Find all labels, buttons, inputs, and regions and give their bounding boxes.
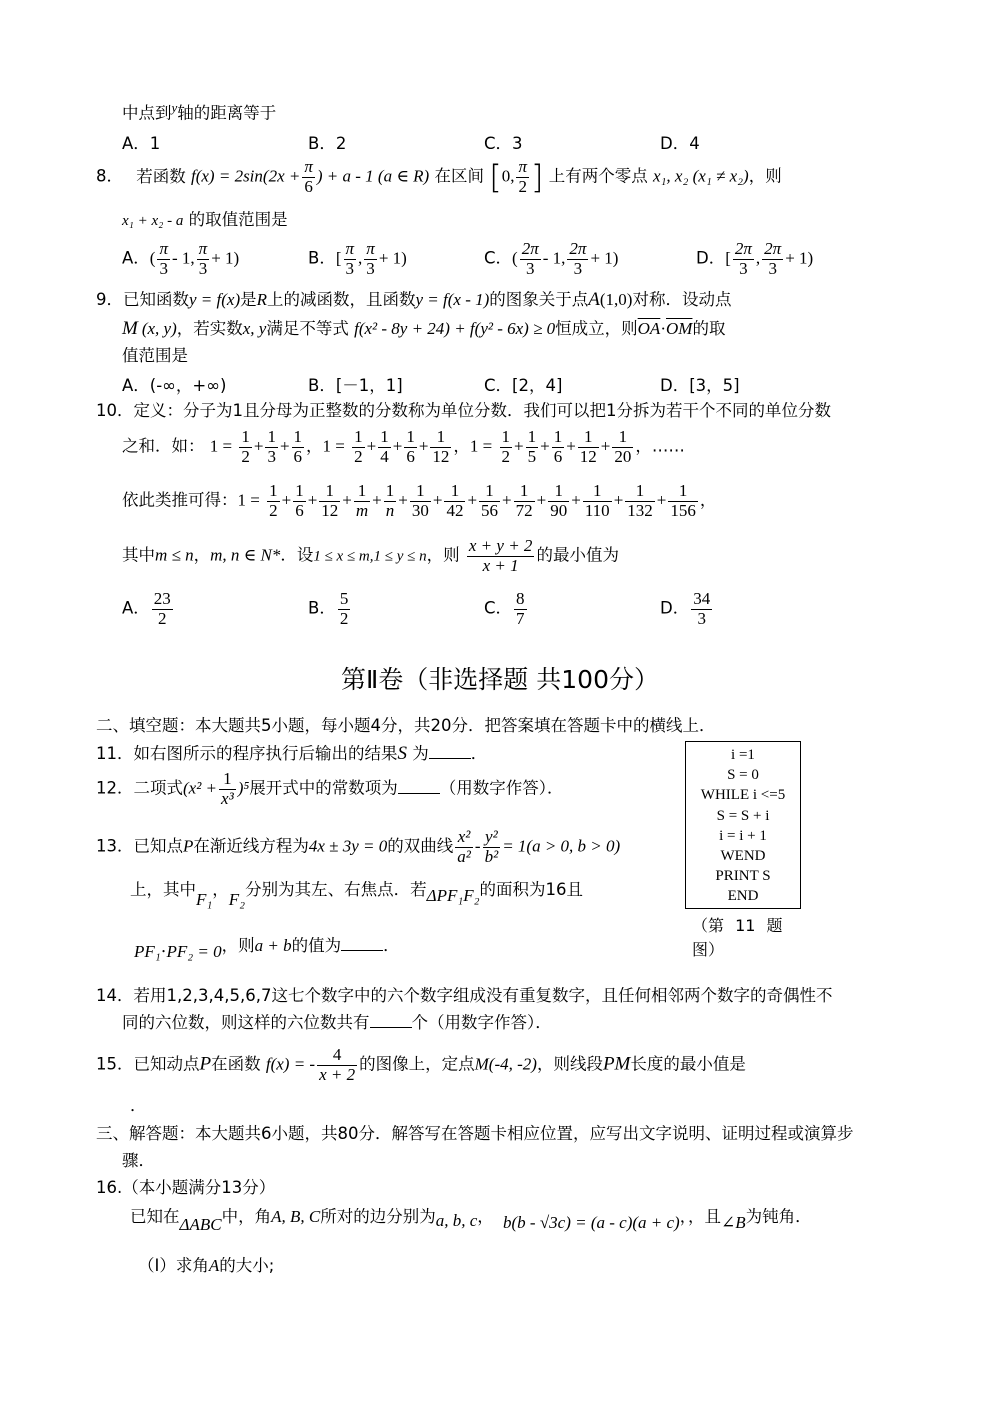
q11-answer-blank[interactable] [429,744,471,759]
section-2-title: 第Ⅱ卷（非选择题 共100分） [341,665,659,694]
part-2-instructions: 二、填空题：本大题共5小题，每小题4分，共20分．把答案填在答题卡中的横线上． [96,716,716,735]
q13-stem-line2: 上，其中F₁，F₂分别为其左、右焦点．若ΔPF₁F₂的面积为16且 [130,880,584,909]
q8-stem-line2: x₁ + x₂ - a 的取值范围是 [122,210,288,229]
q7-option-d[interactable]: D．4 [660,134,700,153]
program-line-7: PRINT S [715,868,771,885]
q10-option-d[interactable]: D． $\frac{34}{3}$ [660,589,711,628]
program-flow-box [685,741,801,909]
q9-stem-line2: M (x, y)，若实数x, y满足不等式 f(x² - 8y + 24) + f(y² - 6x) ≥ 0恒成立，则$\overline{OA}\cdot\overline{OM}$的取 [122,318,726,339]
q9-option-d[interactable]: D．[3，5] [660,376,740,395]
q8-stem: 8． 若函数 f(x) = 2sin(2x + $\frac{\pi}{6}$ ) + a - 1 (a ∈ R) 在区间 [0, $\frac{\pi}{2}$ ] 上有两个零点 x₁, x₂ (x₁ ≠ x₂)，则 [96,157,782,196]
program-line-4: S = S + i [716,807,770,824]
q7-option-c[interactable]: C．3 [484,134,523,153]
q7-stem-continuation: 中点到$^y$轴的距离等于 [122,100,277,123]
q10-option-c[interactable]: C． $\frac{8}{7}$ [484,589,525,628]
pi-over-6-fraction: $\frac{\pi}{6}$ [304,157,313,196]
q11-stem: 11．如右图所示的程序执行后输出的结果S 为 ． [96,743,488,764]
q15-stem: 15．已知动点P在函数 f(x) = - $\frac{4}{x + 2}$ 的图像上，定点M(-4, -2)，则线段PM长度的最小值是 [96,1045,746,1084]
program-line-2: S = 0 [727,767,759,784]
program-line-5: i = i + 1 [719,827,767,844]
q9-option-c[interactable]: C．[2，4] [484,376,563,395]
q9-option-a[interactable]: A．(-∞，+∞) [122,376,227,395]
q9-stem-line3: 值范围是 [122,346,188,365]
q12-stem: 12．二项式(x² + $\frac{1}{\text{x³}}$ )⁵展开式中的常数项为 （用数字作答）． [96,769,564,808]
q8-option-d[interactable]: D．[ $\frac{2\pi}{3}$ , $\frac{2\pi}{3}$ + 1) [696,239,814,278]
q16-heading: 16.（本小题满分13分） [96,1178,276,1197]
part-3-instructions-line2: 骤． [122,1151,155,1170]
q7-option-b[interactable]: B．2 [308,134,347,153]
q10-condition: 其中m ≤ n，m, n ∈ N*．设1 ≤ x ≤ m,1 ≤ y ≤ n，则 $\frac{x + y + 2}{x + 1}$ 的最小值为 [122,536,619,575]
q12-answer-blank[interactable] [398,779,440,794]
q8-option-a[interactable]: A．( $\frac{\pi}{3}$ - 1, $\frac{\pi}{3}$ + 1) [122,239,240,278]
q9-option-b[interactable]: B．[－1，1] [308,376,403,395]
figure-caption-line2: 图） [692,940,725,959]
program-line-1: i =1 [731,747,755,763]
q10-stem-line1: 10．定义：分子为1且分母为正整数的分数称为单位分数．我们可以把1分拆为若干个不同的单位分数 [96,401,831,420]
program-line-6: WEND [720,848,766,865]
figure-caption-line1: （第 11 题 [692,916,783,935]
q13-stem-line3: PF₁⋅PF₂ = 0，则a + b的值为 ． [134,936,400,961]
q7-option-a[interactable]: A．1 [122,134,161,153]
program-line-8: END [727,888,759,905]
q13-stem-line1: 13．已知点P在渐近线方程为4x ± 3y = 0的双曲线 $\frac{\text{x²}}{\text{a²}}$ - $\frac{\text{y²}}{\text{b²}}$ = 1(a > 0, b > 0) [96,827,621,866]
part-3-instructions-line1: 三、解答题：本大题共6小题，共80分．解答写在答题卡相应位置，应写出文字说明、证明过程或演算步 [96,1124,854,1143]
q16-stem: 已知在ΔABC中，角A, B, C所对的边分别为a, b, c， b(b - √3c) = (a - c)(a + c)，，且∠B为钝角． [130,1207,812,1234]
q14-stem-line2: 同的六位数，则这样的六位数共有 个（用数字作答）． [122,1013,552,1032]
q16-part-1: （Ⅰ）求角A的大小; [138,1256,275,1275]
q10-examples: 之和．如： 1 = $\frac{1}{2}$ + $\frac{1}{3}$ + $\frac{1}{6}$ ，1 = $\frac{1}{2}$ + $\frac{1}{4}$ + $\frac{1}{6}$ + $\frac{1}{12}$ ，1 = $\frac{1}{2}$ + $\frac{1}{5}$ + $\frac{1}{6}$ + $\frac{1}{12}$ + $\frac{1}{20}$ ，…… [122,427,685,466]
q14-answer-blank[interactable] [370,1013,412,1028]
q8-option-c[interactable]: C．( $\frac{2\pi}{3}$ - 1, $\frac{2\pi}{3}$ + 1) [484,239,619,278]
q13-answer-blank[interactable] [341,936,383,951]
program-line-3: WHILE i <=5 [700,787,786,804]
q15-answer-dot: ． [130,1096,147,1115]
q10-series: 依此类推可得：1 = $\frac{1}{2}$ + $\frac{1}{6}$ + $\frac{1}{12}$ + $\frac{1}{m}$ + $\frac{1}{n}$ + $\frac{1}{30}$ + $\frac{1}{42}$ + $\frac{1}{56}$ + $\frac{1}{72}$ + $\frac{1}{90}$ + $\frac{1}{110}$ + $\frac{1}{132}$ + $\frac{1}{156}$ ， [122,481,717,520]
q10-option-a[interactable]: A． $\frac{23}{2}$ [122,589,171,628]
q9-stem-line1: 9．已知函数y = f(x)是R上的减函数，且函数y = f(x - 1)的图象关于点A(1,0)对称．设动点 [96,289,732,310]
q8-option-b[interactable]: B．[ $\frac{\pi}{3}$ , $\frac{\pi}{3}$ + 1) [308,239,407,278]
q14-stem-line1: 14．若用1,2,3,4,5,6,7这七个数字中的六个数字组成没有重复数字，且任何相邻两个数字的奇偶性不 [96,986,833,1005]
q10-option-b[interactable]: B． $\frac{5}{2}$ [308,589,349,628]
